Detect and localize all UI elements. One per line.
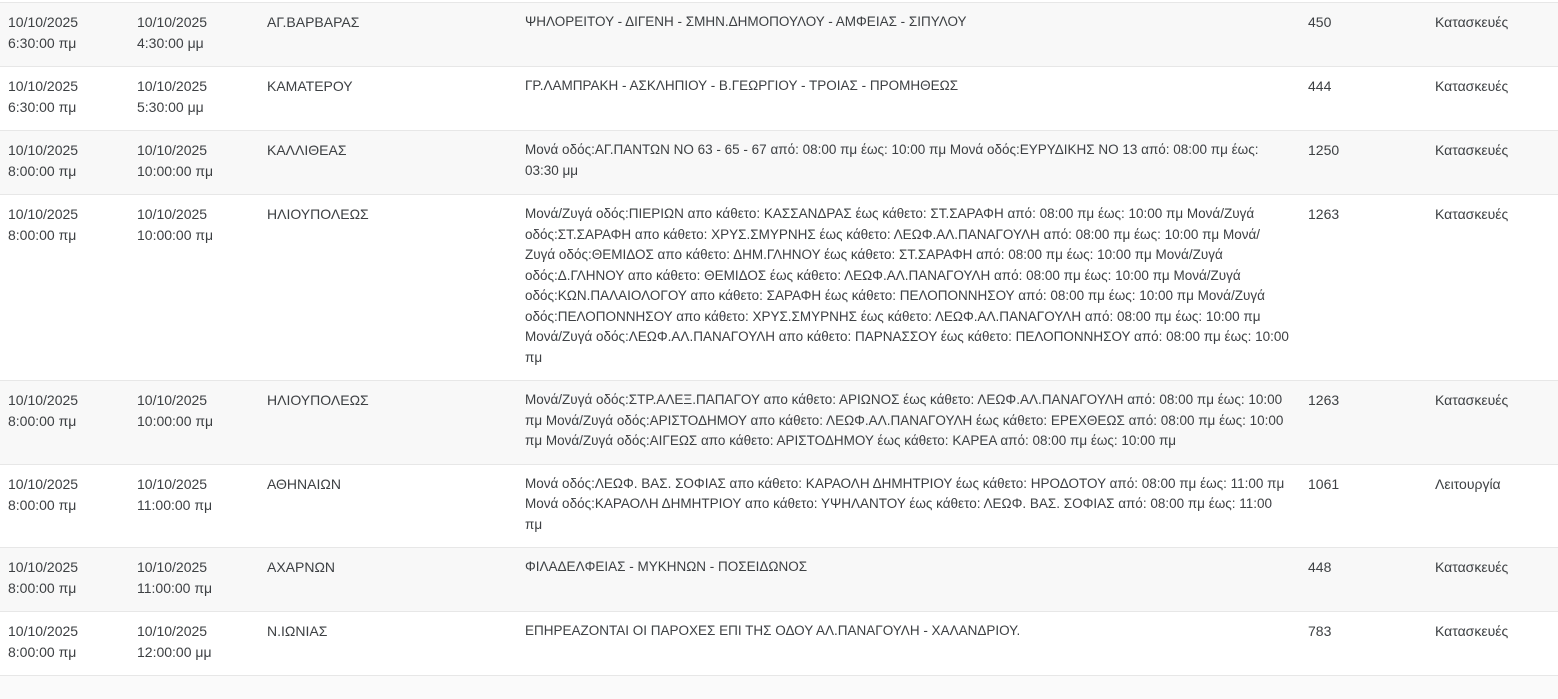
category-cell: Λειτουργία xyxy=(1435,475,1501,492)
affected-area-cell: ΦΙΛΑΔΕΛΦΕΙΑΣ - ΜΥΚΗΝΩΝ - ΠΟΣΕΙΔΩΝΟΣ xyxy=(525,559,808,574)
end-datetime-cell xyxy=(129,612,259,675)
note-id-cell: 1061 xyxy=(1308,475,1340,492)
start-date: 10/10/2025 xyxy=(8,142,79,158)
start-date: 10/10/2025 xyxy=(8,14,79,30)
category-cell: Κατασκευές xyxy=(1435,14,1509,30)
municipality-cell: ΑΘΗΝΑΙΩΝ xyxy=(267,475,341,492)
end-datetime-cell xyxy=(129,3,259,66)
affected-area-cell: Μονά/Ζυγά οδός:ΠΙΕΡΙΩΝ απο κάθετο: ΚΑΣΣΑΝΔΡΑΣ έως κάθετο: ΣΤ.ΣΑΡΑΦΗ από: 08:00 πμ έως: 10:00 πμ Μονά/Ζυγά οδός:ΣΤ.ΣΑΡΑΦΗ απο κάθετο: ΧΡΥΣ.ΣΜΥΡΝΗΣ έως κάθετο: ΛΕΩΦ.ΑΛ.ΠΑΝΑΓΟΥΛΗ από: 08:00 πμ έως: 10:00 πμ Μονά/Ζυγά οδός:ΘΕΜΙΔΟΣ απο κάθετο: ΔΗΜ.ΓΛΗΝΟΥ έως κάθετο: ΣΤ.ΣΑΡΑΦΗ από: 08:00 πμ έως: 10:00 πμ Μονά/Ζυγά οδός:Δ.ΓΛΗΝΟΥ απο κάθετο: ΘΕΜΙΔΟΣ έως κάθετο: ΛΕΩΦ.ΑΛ.ΠΑΝΑΓΟΥΛΗ από: 08:00 πμ έως: 10:00 πμ Μονά/Ζυγά οδός:ΚΩΝ.ΠΑΛΑΙΟΛΟΓΟΥ απο κάθετο: ΣΑΡΑΦΗ έως κάθετο: ΠΕΛΟΠΟΝΝΗΣΟΥ από: 08:00 πμ έως: 10:00 πμ Μονά/Ζυγά οδός:ΠΕΛΟΠΟΝΝΗΣΟΥ απο κάθετο: ΧΡΥΣ.ΣΜΥΡΝΗΣ έως κάθετο: ΛΕΩΦ.ΑΛ.ΠΑΝΑΓΟΥΛΗ από: 08:00 πμ έως: 10:00 πμ Μονά/Ζυγά οδός:ΛΕΩΦ.ΑΛ.ΠΑΝΑΓΟΥΛΗ απο κάθετο: ΠΑΡΝΑΣΣΟΥ έως κάθετο: ΠΕΛΟΠΟΝΝΗΣΟΥ από: 08:00 πμ έως: 10:00 πμ xyxy=(525,206,1289,365)
note-id-cell: 1263 xyxy=(1308,392,1340,408)
category-cell: Κατασκευές xyxy=(1435,206,1509,222)
affected-area-cell: ΨΗΛΟΡΕΙΤΟΥ - ΔΙΓΕΝΗ - ΣΜΗΝ.ΔΗΜΟΠΟΥΛΟΥ - ΑΜΦΕΙΑΣ - ΣΙΠΥΛΟΥ xyxy=(525,14,967,29)
end-date: 10/10/2025 xyxy=(137,392,208,408)
end-datetime-cell xyxy=(129,131,259,194)
table-row xyxy=(0,612,1558,676)
start-date: 10/10/2025 xyxy=(8,475,79,492)
note-id-cell: 1263 xyxy=(1308,206,1340,222)
table-row xyxy=(0,67,1558,131)
table-row xyxy=(0,131,1558,195)
affected-area-cell: ΕΠΗΡΕΑΖΟΝΤΑΙ ΟΙ ΠΑΡΟΧΕΣ ΕΠΙ ΤΗΣ ΟΔΟΥ ΑΛ.ΠΑΝΑΓΟΥΛΗ - ΧΑΛΑΝΔΡΙΟΥ. xyxy=(525,623,1021,638)
table-row xyxy=(0,465,1558,549)
start-datetime-cell xyxy=(0,465,129,548)
note-id-cell: 448 xyxy=(1308,559,1332,575)
municipality-cell: ΚΑΛΛΙΘΕΑΣ xyxy=(267,142,347,158)
note-id-cell: 450 xyxy=(1308,14,1332,30)
table-row xyxy=(0,381,1558,465)
category-cell: Κατασκευές xyxy=(1435,392,1509,408)
end-date: 10/10/2025 xyxy=(137,142,208,158)
affected-area-cell: Μονά οδός:ΑΓ.ΠΑΝΤΩΝ ΝΟ 63 - 65 - 67 από: 08:00 πμ έως: 10:00 πμ Μονά οδός:ΕΥΡΥΔΙΚΗΣ ΝΟ 13 από: 08:00 πμ έως: 03:30 μμ xyxy=(525,142,1259,178)
municipality-cell: ΗΛΙΟΥΠΟΛΕΩΣ xyxy=(267,206,369,222)
start-time: 8:00:00 πμ xyxy=(8,580,77,596)
start-date: 10/10/2025 xyxy=(8,78,79,94)
end-time: 10:00:00 πμ xyxy=(137,413,214,429)
start-datetime-cell xyxy=(0,548,129,611)
end-time: 11:00:00 πμ xyxy=(137,580,213,596)
end-datetime-cell xyxy=(129,67,259,130)
start-datetime-cell xyxy=(0,381,129,464)
end-date: 10/10/2025 xyxy=(137,78,208,94)
start-time: 6:30:00 πμ xyxy=(8,35,77,51)
end-time: 5:30:00 μμ xyxy=(137,99,204,115)
next-row-partial xyxy=(0,676,1558,699)
affected-area-cell: Μονά/Ζυγά οδός:ΣΤΡ.ΑΛΕΞ.ΠΑΠΑΓΟΥ απο κάθετο: ΑΡΙΩΝΟΣ έως κάθετο: ΛΕΩΦ.ΑΛ.ΠΑΝΑΓΟΥΛΗ από: 08:00 πμ έως: 10:00 πμ Μονά/Ζυγά οδός:ΑΡΙΣΤΟΔΗΜΟΥ απο κάθετο: ΛΕΩΦ.ΑΛ.ΠΑΝΑΓΟΥΛΗ έως κάθετο: ΕΡΕΧΘΕΩΣ από: 08:00 πμ έως: 10:00 πμ Μονά/Ζυγά οδός:ΑΙΓΕΩΣ απο κάθετο: ΑΡΙΣΤΟΔΗΜΟΥ έως κάθετο: ΚΑΡΕΑ από: 08:00 πμ έως: 10:00 πμ xyxy=(525,392,1284,448)
municipality-cell: Ν.ΙΩΝΙΑΣ xyxy=(267,623,328,639)
note-id-cell: 783 xyxy=(1308,623,1332,639)
start-date: 10/10/2025 xyxy=(8,206,79,222)
end-time: 10:00:00 πμ xyxy=(137,227,214,243)
affected-area-cell: Μονά οδός:ΛΕΩΦ. ΒΑΣ. ΣΟΦΙΑΣ απο κάθετο: ΚΑΡΑΟΛΗ ΔΗΜΗΤΡΙΟΥ έως κάθετο: ΗΡΟΔΟΤΟΥ από: 08:00 πμ έως: 11:00 πμ Μονά οδός:ΚΑΡΑΟΛΗ ΔΗΜΗΤΡΙΟΥ απο κάθετο: ΥΨΗΛΑΝΤΟΥ έως κάθετο: ΛΕΩΦ. ΒΑΣ. ΣΟΦΙΑΣ από: 08:00 πμ έως: 11:00 πμ xyxy=(525,475,1285,532)
end-time: 11:00:00 πμ xyxy=(137,496,213,513)
end-date: 10/10/2025 xyxy=(137,206,208,222)
end-date: 10/10/2025 xyxy=(137,623,208,639)
start-datetime-cell xyxy=(0,612,129,675)
end-time: 12:00:00 μμ xyxy=(137,644,212,660)
table-row xyxy=(0,195,1558,381)
end-date: 10/10/2025 xyxy=(137,559,208,575)
category-cell: Κατασκευές xyxy=(1435,78,1509,94)
municipality-cell: ΗΛΙΟΥΠΟΛΕΩΣ xyxy=(267,392,369,408)
category-cell: Κατασκευές xyxy=(1435,142,1509,158)
municipality-cell: ΑΓ.ΒΑΡΒΑΡΑΣ xyxy=(267,14,360,30)
start-time: 8:00:00 πμ xyxy=(8,227,77,243)
end-datetime-cell xyxy=(129,465,259,548)
affected-area-cell: ΓΡ.ΛΑΜΠΡΑΚΗ - ΑΣΚΛΗΠΙΟΥ - Β.ΓΕΩΡΓΙΟΥ - ΤΡΟΙΑΣ - ΠΡΟΜΗΘΕΩΣ xyxy=(525,78,959,93)
start-datetime-cell xyxy=(0,195,129,380)
start-date: 10/10/2025 xyxy=(8,623,79,639)
end-time: 10:00:00 πμ xyxy=(137,163,214,179)
start-date: 10/10/2025 xyxy=(8,559,79,575)
start-time: 8:00:00 πμ xyxy=(8,496,77,513)
start-datetime-cell xyxy=(0,131,129,194)
municipality-cell: ΑΧΑΡΝΩΝ xyxy=(267,559,336,575)
start-time: 8:00:00 πμ xyxy=(8,644,77,660)
end-datetime-cell xyxy=(129,548,259,611)
category-cell: Κατασκευές xyxy=(1435,559,1509,575)
end-time: 4:30:00 μμ xyxy=(137,35,204,51)
outage-table xyxy=(0,2,1558,676)
start-time: 8:00:00 πμ xyxy=(8,413,77,429)
table-row xyxy=(0,3,1558,67)
start-datetime-cell xyxy=(0,3,129,66)
end-datetime-cell xyxy=(129,381,259,464)
note-id-cell: 444 xyxy=(1308,78,1332,94)
end-date: 10/10/2025 xyxy=(137,14,208,30)
start-time: 8:00:00 πμ xyxy=(8,163,77,179)
end-datetime-cell xyxy=(129,195,259,380)
note-id-cell: 1250 xyxy=(1308,142,1340,158)
municipality-cell: ΚΑΜΑΤΕΡΟΥ xyxy=(267,78,353,94)
start-date: 10/10/2025 xyxy=(8,392,79,408)
end-date: 10/10/2025 xyxy=(137,475,208,492)
start-time: 6:30:00 πμ xyxy=(8,99,77,115)
table-row xyxy=(0,548,1558,612)
category-cell: Κατασκευές xyxy=(1435,623,1509,639)
start-datetime-cell xyxy=(0,67,129,130)
